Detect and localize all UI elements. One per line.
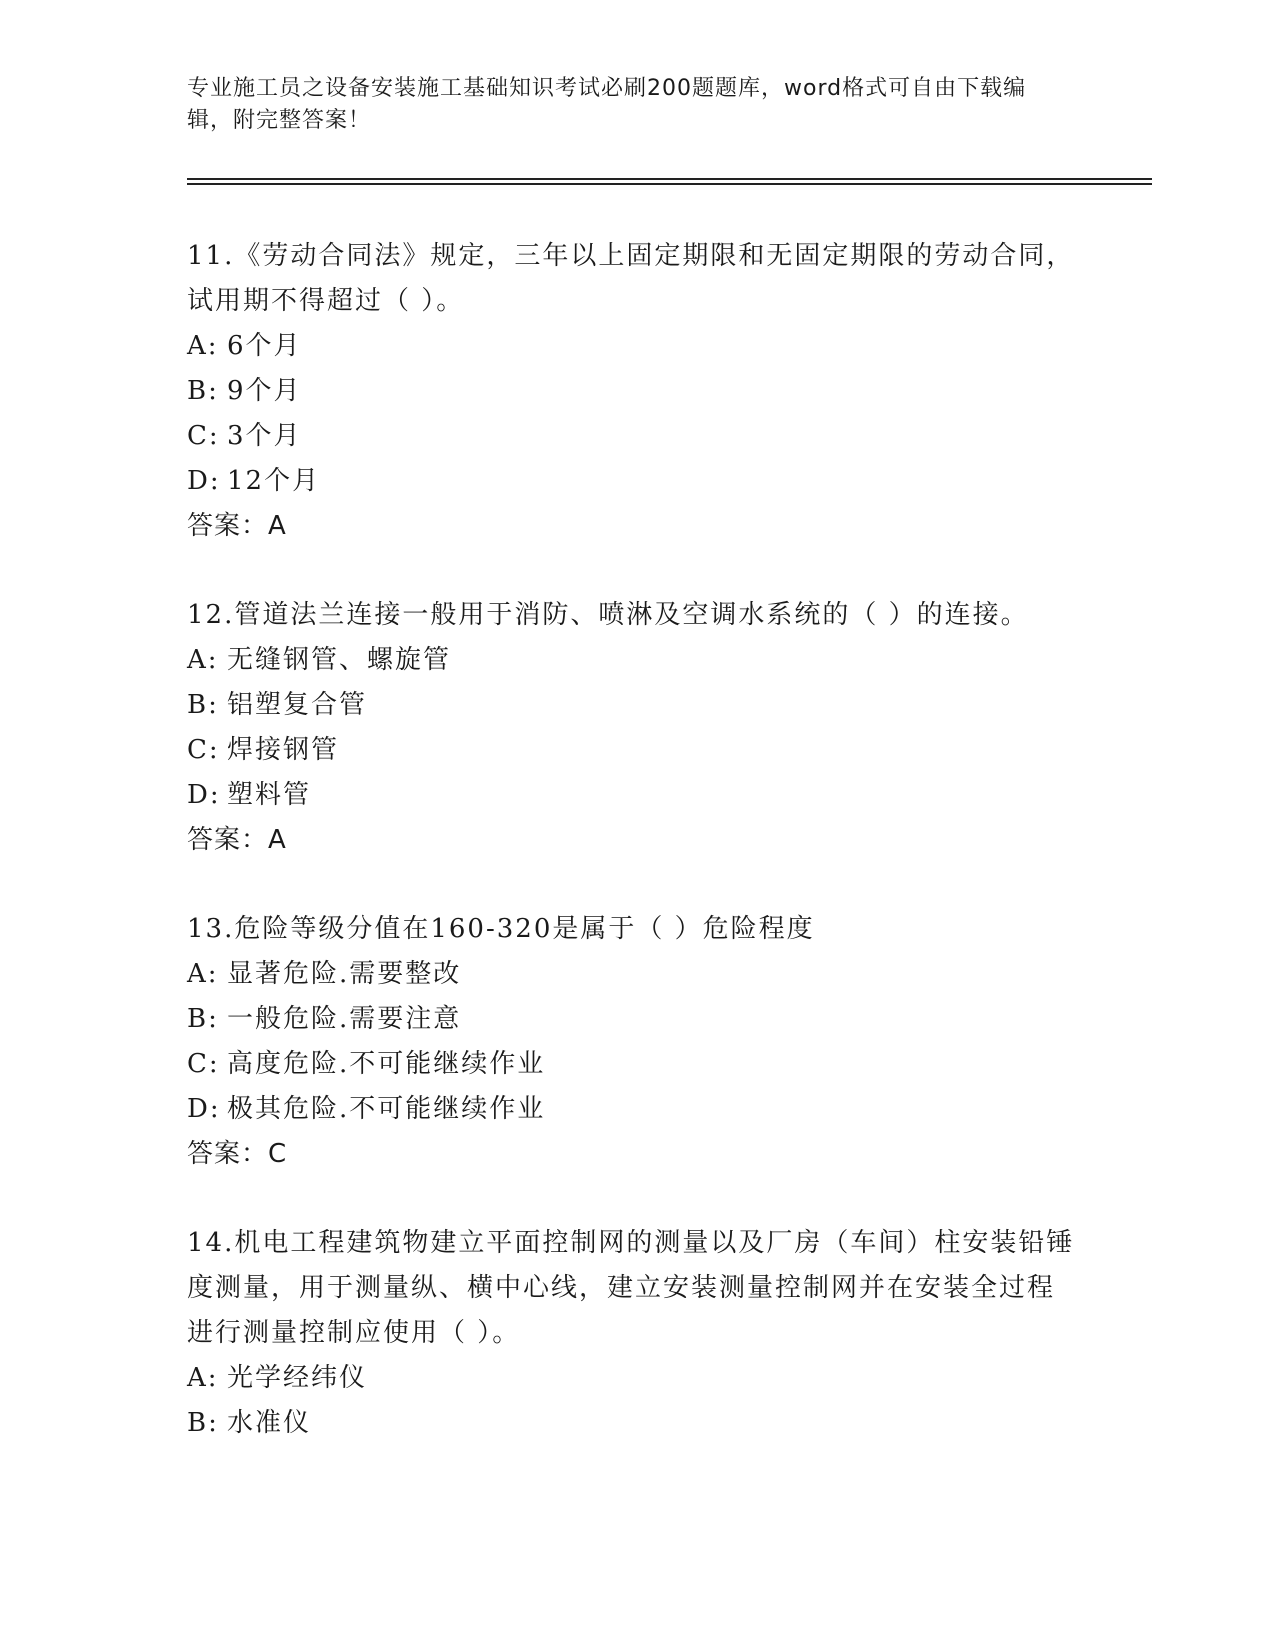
header-divider-top: [187, 178, 1152, 180]
option-letter: C:: [187, 1049, 220, 1079]
option-c: [187, 1042, 1087, 1087]
option-letter: C:: [187, 421, 220, 451]
option-text: 显著危险.需要整改: [227, 959, 462, 989]
answer-value: A: [268, 825, 287, 855]
option-a: [187, 324, 1087, 369]
question-11: [187, 234, 1087, 549]
option-letter: D:: [187, 466, 221, 496]
option-text: 极其危险.不可能继续作业: [227, 1094, 546, 1124]
question-text: 13.危险等级分值在160-320是属于（ ）危险程度: [187, 914, 815, 944]
option-text: 无缝钢管、螺旋管: [227, 645, 452, 675]
option-letter: B:: [187, 690, 219, 720]
option-b: [187, 369, 1087, 414]
answer-line: [187, 1132, 1087, 1177]
option-d: [187, 773, 1087, 818]
option-d: [187, 459, 1087, 504]
option-text: 铝塑复合管: [227, 690, 368, 720]
question-14: [187, 1221, 1087, 1446]
option-letter: A:: [187, 645, 219, 675]
option-text: 光学经纬仪: [227, 1363, 368, 1393]
option-text: 高度危险.不可能继续作业: [227, 1049, 546, 1079]
option-letter: B:: [187, 1004, 219, 1034]
option-text: 12个月: [227, 466, 321, 496]
question-text: 12.管道法兰连接一般用于消防、喷淋及空调水系统的（ ）的连接。: [187, 600, 1029, 630]
option-b: [187, 997, 1087, 1042]
option-text: 焊接钢管: [227, 735, 340, 765]
option-text: 一般危险.需要注意: [227, 1004, 462, 1034]
question-12: [187, 593, 1087, 863]
answer-value: C: [268, 1139, 288, 1169]
option-letter: C:: [187, 735, 220, 765]
answer-label: 答案：: [187, 511, 269, 541]
option-letter: D:: [187, 780, 221, 810]
answer-label: 答案：: [187, 825, 269, 855]
answer-line: [187, 504, 1087, 549]
option-letter: D:: [187, 1094, 221, 1124]
option-text: 水准仪: [227, 1408, 312, 1438]
option-a: [187, 952, 1087, 997]
option-letter: B:: [187, 376, 219, 406]
question-list: [187, 234, 1087, 1490]
option-letter: A:: [187, 959, 219, 989]
option-letter: A:: [187, 331, 219, 361]
document-page: [187, 0, 1147, 1650]
option-text: 塑料管: [227, 780, 312, 810]
option-text: 6个月: [227, 331, 302, 361]
option-text: 9个月: [227, 376, 302, 406]
answer-line: [187, 818, 1087, 863]
header-divider-bottom: [187, 183, 1152, 185]
option-d: [187, 1087, 1087, 1132]
document-header: 专业施工员之设备安装施工基础知识考试必刷200题题库，word格式可自由下载编辑，附完整答案！: [187, 76, 1027, 133]
option-c: [187, 728, 1087, 773]
question-13: [187, 907, 1087, 1177]
answer-value: A: [268, 511, 287, 541]
option-a: [187, 638, 1087, 683]
question-text: 11.《劳动合同法》规定，三年以上固定期限和无固定期限的劳动合同，试用期不得超过（ ）。: [187, 241, 1075, 316]
option-a: [187, 1356, 1087, 1401]
option-b: [187, 1401, 1087, 1446]
answer-label: 答案：: [187, 1139, 269, 1169]
option-b: [187, 683, 1087, 728]
option-c: [187, 414, 1087, 459]
option-letter: A:: [187, 1363, 219, 1393]
question-text: 14.机电工程建筑物建立平面控制网的测量以及厂房（车间）柱安装铅锤度测量，用于测量纵、横中心线，建立安装测量控制网并在安装全过程进行测量控制应使用（ ）。: [187, 1228, 1075, 1348]
option-letter: B:: [187, 1408, 219, 1438]
option-text: 3个月: [227, 421, 302, 451]
